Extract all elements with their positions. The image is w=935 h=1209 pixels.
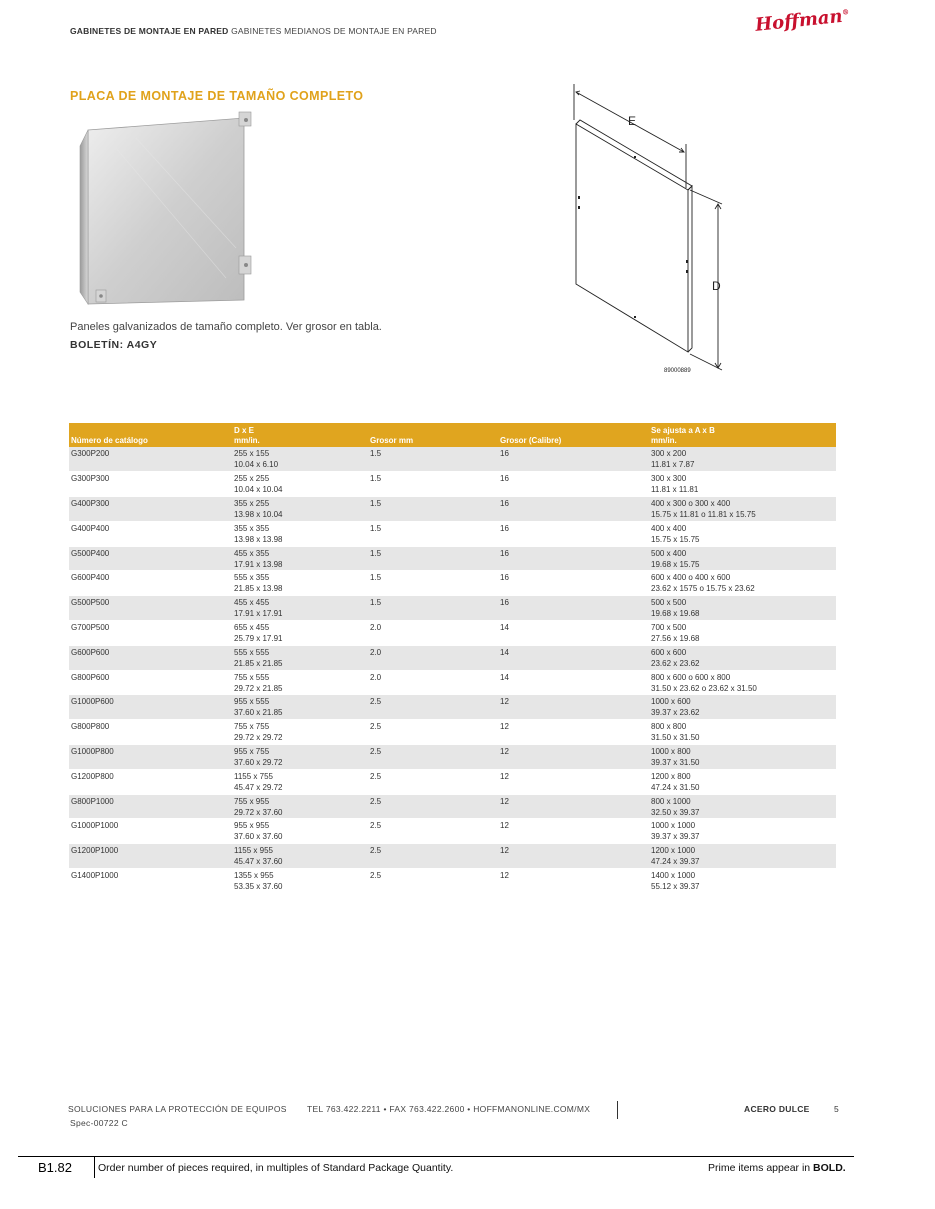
- thickness-value: 2.5: [370, 796, 382, 806]
- catalog-number-cell: [69, 769, 232, 794]
- dxe-value: 255 x 155: [234, 449, 270, 458]
- fits-value: 23.62 x 1575 o 15.75 x 23.62: [651, 584, 755, 594]
- gauge-cell: [498, 695, 649, 720]
- thickness-value: 2.5: [370, 821, 382, 831]
- dxe-cell: [232, 621, 368, 646]
- thickness-cell: [368, 695, 498, 720]
- thickness-cell: [368, 645, 498, 670]
- gauge-value: 14: [500, 647, 509, 657]
- fits-value: 800 x 600 o 600 x 800: [651, 672, 731, 682]
- catalog-number-value: G700P500: [71, 623, 110, 633]
- table-row: [69, 869, 836, 894]
- catalog-number-cell: [69, 844, 232, 869]
- table-row: [69, 546, 836, 571]
- fits-value: 400 x 400: [651, 523, 687, 533]
- gauge-cell: [498, 745, 649, 770]
- catalog-number-cell: [69, 794, 232, 819]
- header-dxe: [232, 423, 368, 447]
- dxe-value: 10.04 x 6.10: [234, 460, 279, 469]
- catalog-number-value: G800P800: [71, 722, 110, 732]
- thickness-cell: [368, 472, 498, 497]
- gauge-value: 12: [500, 771, 509, 781]
- fits-value: 500 x 400: [651, 548, 687, 558]
- fits-cell: [649, 621, 836, 646]
- dxe-cell: [232, 769, 368, 794]
- fits-cell: [649, 497, 836, 522]
- fits-cell: [649, 769, 836, 794]
- table-row: [69, 844, 836, 869]
- dxe-value: 29.72 x 21.85: [234, 683, 283, 693]
- drawing-id: 89000889: [664, 368, 691, 374]
- dxe-value: 355 x 255: [234, 499, 270, 509]
- catalog-number-value: G800P600: [71, 672, 110, 682]
- dxe-value: 13.98 x 10.04: [234, 510, 283, 520]
- gauge-value: 12: [500, 796, 509, 806]
- table-row: [69, 745, 836, 770]
- thickness-cell: [368, 869, 498, 894]
- fits-value: 1200 x 1000: [651, 846, 696, 856]
- dxe-cell: [232, 596, 368, 621]
- fits-cell: [649, 645, 836, 670]
- dxe-value: 755 x 955: [234, 796, 270, 806]
- logo-text: Hoffman: [754, 5, 844, 36]
- dxe-value: 13.98 x 13.98: [234, 534, 283, 544]
- thickness-cell: [368, 497, 498, 522]
- catalog-number-value: G1000P600: [71, 697, 114, 707]
- fits-value: 800 x 800: [651, 722, 687, 732]
- catalog-number-value: G300P300: [71, 474, 110, 484]
- catalog-number-value: G500P500: [71, 598, 110, 608]
- catalog-number-value: G600P400: [71, 573, 110, 583]
- gauge-cell: [498, 571, 649, 596]
- thickness-value: 2.0: [370, 647, 382, 657]
- table-row: [69, 497, 836, 522]
- thickness-value: 2.0: [370, 672, 382, 682]
- dxe-cell: [232, 844, 368, 869]
- dxe-value: 45.47 x 37.60: [234, 857, 283, 867]
- catalog-number-value: G1000P800: [71, 747, 114, 757]
- dxe-value: 21.85 x 21.85: [234, 658, 283, 668]
- dxe-cell: [232, 745, 368, 770]
- catalog-number-cell: [69, 745, 232, 770]
- fits-value: 15.75 x 15.75: [651, 534, 700, 544]
- gauge-cell: [498, 497, 649, 522]
- footer-tagline: SOLUCIONES PARA LA PROTECCIÓN DE EQUIPOS: [68, 1104, 287, 1114]
- thickness-value: 2.5: [370, 771, 382, 781]
- dimension-label-d: D: [712, 279, 721, 293]
- gauge-cell: [498, 819, 649, 844]
- header-catalog-label: Número de catálogo: [71, 436, 148, 445]
- catalog-number-cell: [69, 869, 232, 894]
- dimension-label-e: E: [628, 114, 637, 128]
- dxe-value: 21.85 x 13.98: [234, 584, 283, 594]
- thickness-cell: [368, 769, 498, 794]
- catalog-number-value: G400P400: [71, 523, 110, 533]
- fits-value: 15.75 x 11.81 o 11.81 x 15.75: [651, 510, 756, 520]
- table-row: [69, 447, 836, 472]
- gauge-cell: [498, 645, 649, 670]
- dxe-value: 45.47 x 29.72: [234, 782, 283, 792]
- gauge-value: 16: [500, 598, 509, 608]
- catalog-number-value: G600P600: [71, 647, 110, 657]
- gauge-value: 12: [500, 747, 509, 757]
- footer-spec-code: Spec-00722 C: [70, 1118, 128, 1128]
- fits-cell: [649, 571, 836, 596]
- gauge-cell: [498, 521, 649, 546]
- catalog-number-value: G400P300: [71, 499, 110, 509]
- table-row: [69, 819, 836, 844]
- fits-value: 47.24 x 39.37: [651, 857, 700, 867]
- dxe-cell: [232, 819, 368, 844]
- fits-value: 1400 x 1000: [651, 871, 696, 881]
- product-description: Paneles galvanizados de tamaño completo. Ver grosor en tabla.: [70, 321, 382, 333]
- gauge-value: 16: [500, 474, 509, 484]
- dxe-cell: [232, 571, 368, 596]
- dxe-cell: [232, 521, 368, 546]
- thickness-cell: [368, 596, 498, 621]
- fits-cell: [649, 670, 836, 695]
- fits-value: 700 x 500: [651, 623, 687, 633]
- thickness-value: 1.5: [370, 523, 382, 533]
- dxe-value: 1355 x 955: [234, 871, 274, 881]
- fits-value: 600 x 600: [651, 647, 687, 657]
- fits-value: 27.56 x 19.68: [651, 634, 700, 644]
- fits-value: 19.68 x 15.75: [651, 559, 700, 569]
- dxe-value: 955 x 555: [234, 697, 270, 707]
- thickness-cell: [368, 794, 498, 819]
- gauge-cell: [498, 720, 649, 745]
- dxe-value: 37.60 x 29.72: [234, 758, 283, 768]
- bulletin-reference: BOLETÍN: A4GY: [70, 339, 158, 351]
- gauge-value: 12: [500, 722, 509, 732]
- breadcrumb: [70, 26, 437, 36]
- dxe-value: 955 x 955: [234, 821, 270, 831]
- bottom-rule: [18, 1156, 854, 1157]
- dxe-value: 255 x 255: [234, 474, 270, 484]
- table-row: [69, 621, 836, 646]
- fits-cell: [649, 447, 836, 472]
- gauge-cell: [498, 844, 649, 869]
- footer-page-number: 5: [834, 1104, 839, 1114]
- catalog-number-value: G1200P800: [71, 771, 114, 781]
- dxe-value: 17.91 x 13.98: [234, 559, 283, 569]
- header-dxe-title: D x E: [234, 426, 255, 435]
- catalog-number-cell: [69, 621, 232, 646]
- dxe-value: 455 x 355: [234, 548, 270, 558]
- thickness-value: 2.5: [370, 747, 382, 757]
- fits-cell: [649, 546, 836, 571]
- dxe-value: 37.60 x 21.85: [234, 708, 283, 718]
- thickness-value: 1.5: [370, 548, 382, 558]
- fits-cell: [649, 869, 836, 894]
- header-fits-unit: mm/in.: [651, 436, 677, 445]
- dxe-cell: [232, 869, 368, 894]
- fits-value: 39.37 x 39.37: [651, 832, 700, 842]
- header-fits-title: Se ajusta a A x B: [651, 426, 715, 435]
- catalog-number-value: G300P200: [71, 449, 110, 458]
- catalog-number-cell: [69, 546, 232, 571]
- table-row: [69, 794, 836, 819]
- header-gauge-label: Grosor (Calibre): [500, 436, 562, 445]
- fits-value: 600 x 400 o 400 x 600: [651, 573, 731, 583]
- dxe-value: 25.79 x 17.91: [234, 634, 283, 644]
- table-row: [69, 695, 836, 720]
- fits-value: 47.24 x 31.50: [651, 782, 700, 792]
- fits-value: 32.50 x 39.37: [651, 807, 700, 817]
- dxe-cell: [232, 794, 368, 819]
- catalog-number-cell: [69, 670, 232, 695]
- section-title: PLACA DE MONTAJE DE TAMAÑO COMPLETO: [70, 89, 364, 103]
- fits-cell: [649, 745, 836, 770]
- gauge-value: 12: [500, 871, 509, 881]
- thickness-cell: [368, 621, 498, 646]
- gauge-cell: [498, 546, 649, 571]
- thickness-value: 2.0: [370, 623, 382, 633]
- header-thickness: [368, 423, 498, 447]
- footer-divider: [617, 1101, 618, 1119]
- table-row: [69, 596, 836, 621]
- dxe-value: 755 x 755: [234, 722, 270, 732]
- fits-cell: [649, 472, 836, 497]
- fits-value: 400 x 300 o 300 x 400: [651, 499, 731, 509]
- spec-table: [69, 423, 836, 894]
- catalog-number-value: G1400P1000: [71, 871, 119, 881]
- gauge-value: 16: [500, 499, 509, 509]
- breadcrumb-category: GABINETES DE MONTAJE EN PARED: [70, 26, 229, 36]
- catalog-number-cell: [69, 472, 232, 497]
- dxe-value: 555 x 555: [234, 647, 270, 657]
- fits-value: 19.68 x 19.68: [651, 609, 700, 619]
- gauge-cell: [498, 670, 649, 695]
- dxe-value: 17.91 x 17.91: [234, 609, 283, 619]
- fits-cell: [649, 794, 836, 819]
- thickness-value: 2.5: [370, 846, 382, 856]
- gauge-value: 12: [500, 846, 509, 856]
- dxe-value: 53.35 x 37.60: [234, 882, 283, 892]
- dxe-value: 655 x 455: [234, 623, 270, 633]
- fits-value: 39.37 x 31.50: [651, 758, 700, 768]
- gauge-cell: [498, 769, 649, 794]
- thickness-cell: [368, 571, 498, 596]
- fits-value: 1000 x 600: [651, 697, 691, 707]
- footer-contact: TEL 763.422.2211 • FAX 763.422.2600 • HOFFMANONLINE.COM/MX: [307, 1104, 591, 1114]
- logo-registered-mark: ®: [841, 7, 850, 17]
- catalog-number-cell: [69, 571, 232, 596]
- fits-value: 39.37 x 23.62: [651, 708, 700, 718]
- dxe-value: 37.60 x 37.60: [234, 832, 283, 842]
- dxe-value: 355 x 355: [234, 523, 270, 533]
- dxe-value: 555 x 355: [234, 573, 270, 583]
- fits-value: 23.62 x 23.62: [651, 658, 700, 668]
- thickness-cell: [368, 844, 498, 869]
- dxe-cell: [232, 645, 368, 670]
- gauge-value: 16: [500, 548, 509, 558]
- breadcrumb-subcategory: GABINETES MEDIANOS DE MONTAJE EN PARED: [231, 26, 437, 36]
- dxe-value: 955 x 755: [234, 747, 270, 757]
- fits-value: 31.50 x 23.62 o 23.62 x 31.50: [651, 683, 757, 693]
- header-catalog: [69, 423, 232, 447]
- gauge-value: 12: [500, 821, 509, 831]
- header-gauge: [498, 423, 649, 447]
- header-dxe-unit: mm/in.: [234, 436, 260, 445]
- header-thickness-label: Grosor mm: [370, 436, 414, 445]
- fits-value: 1000 x 1000: [651, 821, 696, 831]
- gauge-value: 16: [500, 573, 509, 583]
- dxe-cell: [232, 447, 368, 472]
- thickness-value: 1.5: [370, 598, 382, 608]
- mounting-plate-photo: [76, 108, 262, 312]
- table-row: [69, 670, 836, 695]
- thickness-cell: [368, 745, 498, 770]
- catalog-number-value: G800P1000: [71, 796, 114, 806]
- dxe-cell: [232, 695, 368, 720]
- dxe-value: 1155 x 955: [234, 846, 273, 856]
- table-header-row: [69, 423, 836, 447]
- catalog-number-cell: [69, 497, 232, 522]
- dxe-cell: [232, 670, 368, 695]
- catalog-number-cell: [69, 521, 232, 546]
- catalog-number-cell: [69, 720, 232, 745]
- prime-note-bold: BOLD.: [813, 1162, 846, 1174]
- dxe-cell: [232, 546, 368, 571]
- bottom-divider: [94, 1156, 95, 1178]
- dxe-cell: [232, 497, 368, 522]
- dxe-value: 455 x 455: [234, 598, 270, 608]
- table-row: [69, 521, 836, 546]
- fits-value: 500 x 500: [651, 598, 687, 608]
- fits-value: 1000 x 800: [651, 747, 691, 757]
- fits-cell: [649, 695, 836, 720]
- thickness-cell: [368, 521, 498, 546]
- fits-value: 1200 x 800: [651, 771, 691, 781]
- fits-cell: [649, 596, 836, 621]
- catalog-number-value: G1000P1000: [71, 821, 119, 831]
- dxe-value: 1155 x 755: [234, 771, 273, 781]
- fits-value: 300 x 200: [651, 449, 687, 458]
- gauge-cell: [498, 596, 649, 621]
- catalog-number-cell: [69, 447, 232, 472]
- fits-cell: [649, 521, 836, 546]
- catalog-number-cell: [69, 819, 232, 844]
- dxe-value: 29.72 x 29.72: [234, 733, 283, 743]
- gauge-cell: [498, 794, 649, 819]
- hoffman-logo: [754, 5, 850, 36]
- table-row: [69, 769, 836, 794]
- dxe-value: 29.72 x 37.60: [234, 807, 283, 817]
- thickness-cell: [368, 546, 498, 571]
- gauge-value: 14: [500, 672, 509, 682]
- catalog-number-cell: [69, 645, 232, 670]
- gauge-value: 14: [500, 623, 509, 633]
- gauge-cell: [498, 621, 649, 646]
- thickness-value: 2.5: [370, 722, 382, 732]
- gauge-value: 16: [500, 449, 509, 458]
- fits-cell: [649, 844, 836, 869]
- dxe-value: 755 x 555: [234, 672, 270, 682]
- catalog-number-value: G500P400: [71, 548, 110, 558]
- thickness-value: 1.5: [370, 449, 382, 458]
- prime-note: [708, 1162, 846, 1174]
- fits-value: 31.50 x 31.50: [651, 733, 700, 743]
- catalog-page-number: B1.82: [38, 1160, 72, 1175]
- table-row: [69, 720, 836, 745]
- thickness-cell: [368, 447, 498, 472]
- dxe-cell: [232, 472, 368, 497]
- fits-value: 300 x 300: [651, 474, 687, 484]
- gauge-cell: [498, 447, 649, 472]
- gauge-cell: [498, 472, 649, 497]
- table-body: [69, 447, 836, 893]
- gauge-value: 16: [500, 523, 509, 533]
- header-fits: [649, 423, 836, 447]
- dimension-drawing: [560, 80, 730, 380]
- catalog-number-cell: [69, 695, 232, 720]
- dxe-cell: [232, 720, 368, 745]
- order-note: Order number of pieces required, in multiples of Standard Package Quantity.: [98, 1162, 454, 1174]
- thickness-cell: [368, 670, 498, 695]
- thickness-value: 1.5: [370, 499, 382, 509]
- dxe-value: 10.04 x 10.04: [234, 485, 283, 495]
- table-row: [69, 571, 836, 596]
- table-row: [69, 472, 836, 497]
- footer-category: ACERO DULCE: [744, 1104, 810, 1114]
- fits-value: 800 x 1000: [651, 796, 691, 806]
- thickness-value: 2.5: [370, 697, 382, 707]
- thickness-value: 1.5: [370, 474, 382, 484]
- prime-note-text: Prime items appear in: [708, 1162, 811, 1174]
- thickness-cell: [368, 819, 498, 844]
- thickness-value: 1.5: [370, 573, 382, 583]
- thickness-cell: [368, 720, 498, 745]
- fits-value: 11.81 x 11.81: [651, 485, 699, 495]
- fits-cell: [649, 720, 836, 745]
- gauge-value: 12: [500, 697, 509, 707]
- fits-cell: [649, 819, 836, 844]
- gauge-cell: [498, 869, 649, 894]
- fits-value: 55.12 x 39.37: [651, 882, 700, 892]
- thickness-value: 2.5: [370, 871, 382, 881]
- table-row: [69, 645, 836, 670]
- catalog-number-value: G1200P1000: [71, 846, 119, 856]
- catalog-number-cell: [69, 596, 232, 621]
- fits-value: 11.81 x 7.87: [651, 460, 695, 469]
